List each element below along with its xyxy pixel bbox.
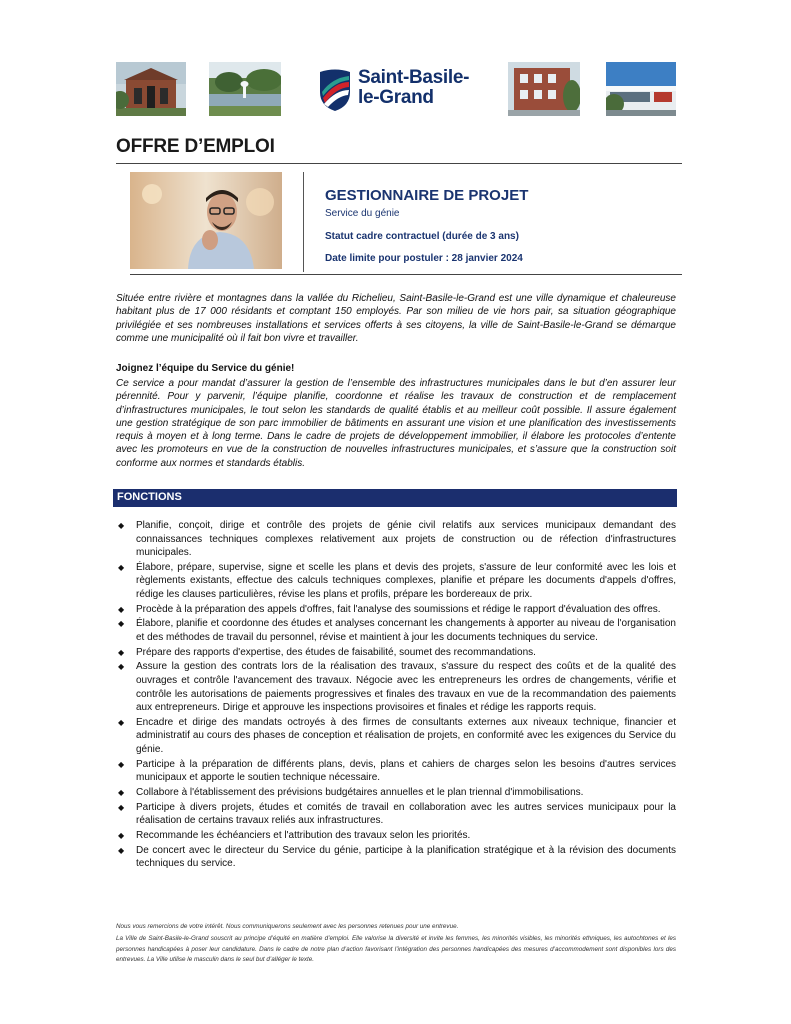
- bullet-icon: ◆: [118, 647, 125, 657]
- duty-text: Prépare des rapports d'expertise, des études de faisabilité, soumet des recommandations.: [136, 646, 536, 658]
- duty-text: Planifie, conçoit, dirige et contrôle des projets de génie civil relatifs aux services municipaux demandant des connaissances techniques complexes relativement aux projets de construction ou de réfection d'infrastructures municipales.: [136, 520, 676, 559]
- duty-text: Collabore à l'établissement des prévisions budgétaires annuelles et le plan triennal d'immobilisations.: [136, 787, 584, 799]
- bullet-icon: ◆: [118, 562, 125, 572]
- bullet-icon: ◆: [118, 619, 125, 629]
- duty-text: Participe à la préparation de différents plans, devis, plans et cahiers de charges selon les besoins d'autres services municipaux et apporte le soutien technique nécessaire.: [136, 758, 676, 784]
- header-photo-brick-building: [508, 62, 580, 116]
- logo-line-2: le-Grand: [358, 87, 434, 108]
- city-logo-text: [358, 68, 469, 108]
- list-item: [116, 758, 676, 785]
- city-shield-icon: [318, 68, 352, 112]
- duty-text: Encadre et dirige des mandats octroyés à des firmes de consultants externes aux niveaux technique, financier et administratif au cours des phases de conception et réalisation de projets, en conformité avec les exigences du Service du génie.: [136, 716, 676, 756]
- bullet-icon: ◆: [118, 521, 125, 530]
- list-item: [116, 829, 676, 843]
- duty-text: Élabore, prépare, supervise, signe et scelle les plans et devis des projets, s'assure de leur conformité avec les lois et règlements existants, effectue des calculs techniques complexes, planifie et prépare les documents d'appels d'offres, rédige les clauses particulières, révise les plans et profils, prépare les bordereaux de prix.: [136, 561, 676, 601]
- duty-text: Recommande les échéanciers et l'attribution des travaux selon les priorités.: [136, 830, 471, 841]
- portrait-photo: [130, 172, 282, 269]
- list-item: [116, 660, 676, 714]
- list-item: [116, 561, 676, 602]
- title-divider: [116, 163, 682, 164]
- list-item: [116, 801, 676, 828]
- duty-text: Procède à la préparation des appels d'offres, fait l'analyse des soumissions et rédige le rapport d'évaluation des offres.: [136, 603, 661, 615]
- header-photo-modern-building: [606, 62, 676, 116]
- header-vertical-divider: [303, 172, 304, 272]
- bullet-icon: ◆: [118, 831, 125, 840]
- list-item: [116, 603, 676, 617]
- fonctions-header-bar: [113, 489, 677, 507]
- duties-list: [116, 519, 676, 872]
- header-photo-building: [116, 62, 186, 116]
- job-service: Service du génie: [325, 208, 400, 219]
- fonctions-heading: FONCTIONS: [117, 491, 182, 503]
- list-item: [116, 617, 676, 644]
- list-item: [116, 519, 676, 560]
- duty-text: Participe à divers projets, études et comités de travail en collaboration avec les autres services municipaux pour la réalisation de certains travaux reliés aux infrastructures.: [136, 801, 676, 827]
- bullet-icon: ◆: [118, 759, 125, 769]
- bullet-icon: ◆: [118, 717, 125, 727]
- intro-paragraph: Située entre rivière et montagnes dans la vallée du Richelieu, Saint-Basile-le-Grand est une ville dynamique et chaleureuse habitant plus de 17 000 résidants et comptant 150 employés. Par son milieu de vie hors pair, sa situation géographique privilégiée et ses nombreuses installations et services offerts à ses citoyens, la ville de Saint-Basile-le-Grand se démarque comme une municipalité où il fait bon vivre et travailler.: [116, 293, 676, 344]
- join-heading: Joignez l’équipe du Service du génie!: [116, 363, 295, 374]
- job-status: Statut cadre contractuel (durée de 3 ans): [325, 231, 519, 242]
- city-logo: [318, 66, 483, 116]
- header-photo-park-fountain: [209, 62, 281, 116]
- bullet-icon: ◆: [118, 802, 125, 812]
- page-title: OFFRE D’EMPLOI: [116, 136, 275, 157]
- job-deadline: Date limite pour postuler : 28 janvier 2024: [325, 253, 523, 264]
- bullet-icon: ◆: [118, 662, 125, 672]
- duty-text: Assure la gestion des contrats lors de la réalisation des travaux, s'assure du respect des coûts et de la qualité des ouvrages et contrôle l'avancement des travaux. Négocie avec les entrepreneurs les ordres de changements, vérifie et contrôle les autorisations de paiements progressives et finales des travaux en vue de la recommandation des paiements aux entrepreneurs. Dirige et approuve les inspections provisoires et finales et rédige les rapports requis.: [136, 661, 676, 714]
- logo-line-1: Saint-Basile-: [358, 67, 470, 88]
- bullet-icon: ◆: [118, 604, 125, 614]
- bullet-icon: ◆: [118, 788, 125, 798]
- footer-thanks: Nous vous remercions de votre intérêt. Nous communiquerons seulement avec les personnes retenues pour une entrevue.: [116, 923, 459, 930]
- job-title: GESTIONNAIRE DE PROJET: [325, 187, 529, 204]
- service-description: Ce service a pour mandat d’assurer la gestion de l’ensemble des infrastructures municipales dans le but d’en assurer leur pérennité. Pour y parvenir, l’équipe planifie, coordonne et réalise les travaux de construction et de remplacement d’infrastructures municipales, le tout selon les standards de qualité établis et au meilleur coût possible. Il assure également une gestion stratégique de son parc immobilier de bâtiments en assurant une vision et une planification des investissements requis à moyen et à long terme. Dans le cadre de projets de développement immobilier, il élabore les protocoles d’entente avec les promoteurs en vue de la construction de nouvelles infrastructures municipales, et s’assure que la construction soit conforme aux normes et standards établis.: [116, 378, 676, 469]
- duty-text: Élabore, planifie et coordonne des études et analyses concernant les changements à apporter au niveau de l'organisation et des méthodes de travail du personnel, révise et maintient à jour les documents techniques du service.: [136, 618, 676, 644]
- duty-text: De concert avec le directeur du Service du génie, participe à la planification stratégique et à la révision des documents techniques du service.: [136, 844, 676, 870]
- footer-equity-statement: La Ville de Saint-Basile-le-Grand souscrit au principe d’équité en matière d’emploi. Elle valorise la diversité et invite les femmes, les minorités visibles, les minorités ethniques, les autochtones et les personnes handicapées à poser leur candidature. Dans le cadre de notre plan d’action favorisant l’intégration des personnes handicapées des mesures d’accommodement sont disponibles lors des entrevues. La Ville utilise le masculin dans le seul but d’alléger le texte.: [116, 935, 676, 963]
- list-item: [116, 844, 676, 871]
- list-item: [116, 646, 676, 660]
- job-info-divider: [130, 274, 682, 275]
- bullet-icon: ◆: [118, 845, 125, 855]
- list-item: [116, 786, 676, 800]
- list-item: [116, 716, 676, 757]
